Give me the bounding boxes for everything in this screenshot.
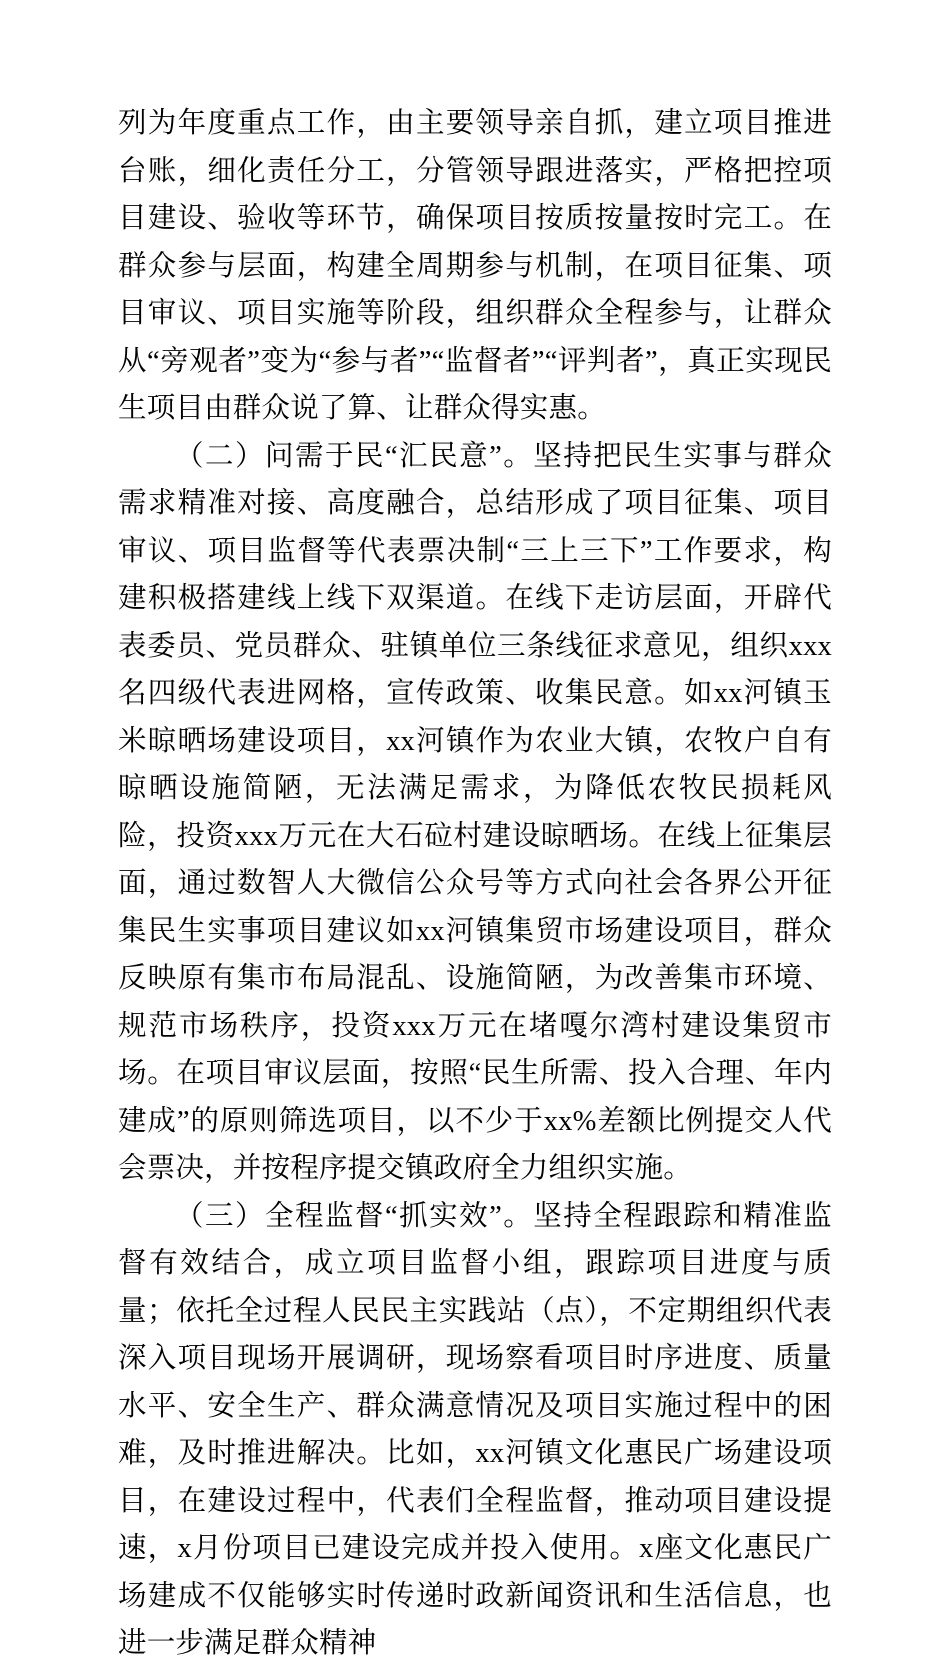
document-body xyxy=(118,100,832,1668)
paragraph-continued: 列为年度重点工作，由主要领导亲自抓，建立项目推进台账，细化责任分工，分管领导跟进落实，严格把控项目建设、验收等环节，确保项目按质按量按时完工。在群众参与层面，构建全周期参与机制，在项目征集、项目审议、项目实施等阶段，组织群众全程参与，让群众从“旁观者”变为“参与者”“监督者”“评判者”，真正实现民生项目由群众说了算、让群众得实惠。 xyxy=(118,108,832,424)
paragraph-section-two: （二）问需于民“汇民意”。坚持把民生实事与群众需求精准对接、高度融合，总结形成了项目征集、项目审议、项目监督等代表票决制“三上三下”工作要求，构建积极搭建线上线下双渠道。在线下走访层面，开辟代表委员、党员群众、驻镇单位三条线征求意见，组织xxx名四级代表进网格，宣传政策、收集民意。如xx河镇玉米晾晒场建设项目，xx河镇作为农业大镇，农牧户自有晾晒设施简陋，无法满足需求，为降低农牧民损耗风险，投资xxx万元在大石砬村建设晾晒场。在线上征集层面，通过数智人大微信公众号等方式向社会各界公开征集民生实事项目建议如xx河镇集贸市场建设项目，群众反映原有集市布局混乱、设施简陋，为改善集市环境、规范市场秩序，投资xxx万元在堵嘎尔湾村建设集贸市场。在项目审议层面，按照“民生所需、投入合理、年内建成”的原则筛选项目，以不少于xx%差额比例提交人代会票决，并按程序提交镇政府全力组织实施。 xyxy=(118,440,832,1184)
paragraph-section-three: （三）全程监督“抓实效”。坚持全程跟踪和精准监督有效结合，成立项目监督小组，跟踪项目进度与质量；依托全过程人民民主实践站（点），不定期组织代表深入项目现场开展调研，现场察看项目时序进度、质量水平、安全生产、群众满意情况及项目实施过程中的困难，及时推进解决。比如，xx河镇文化惠民广场建设项目，在建设过程中，代表们全程监督，推动项目建设提速，x月份项目已建设完成并投入使用。x座文化惠民广场建成不仅能够实时传递时政新闻资讯和生活信息，也进一步满足群众精神 xyxy=(118,1200,832,1659)
